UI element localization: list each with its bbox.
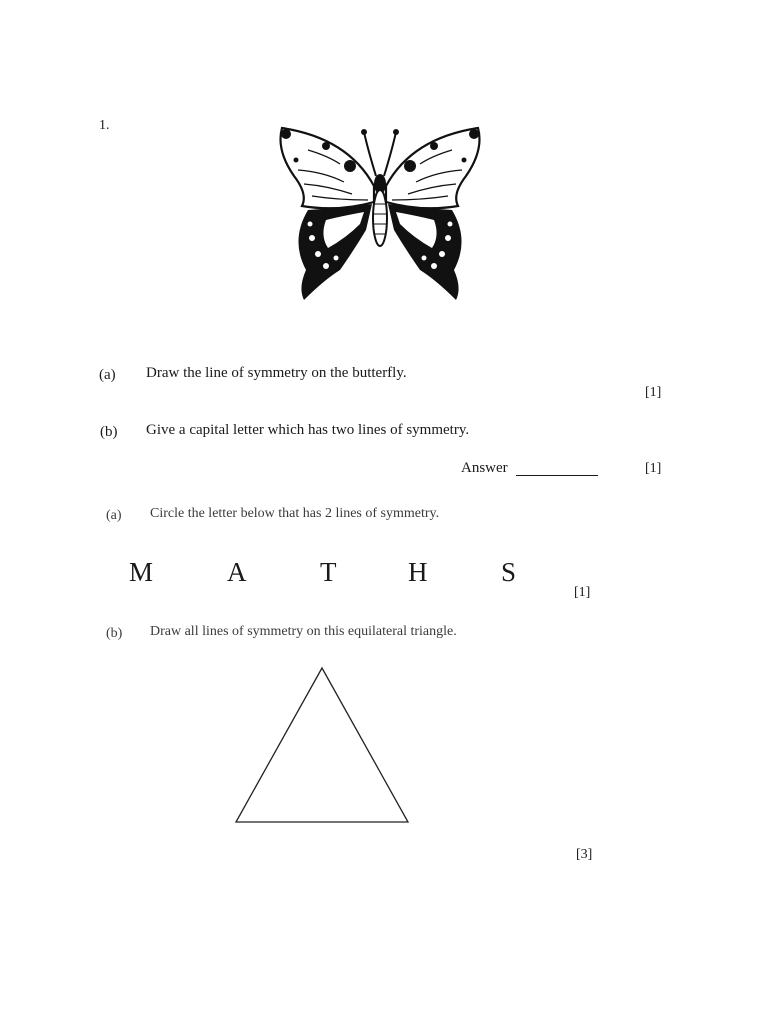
question-number: 1.	[99, 118, 110, 133]
part-label-2b: (b)	[106, 626, 123, 641]
mark-1b: [1]	[645, 461, 662, 476]
part-label-2a: (a)	[106, 508, 122, 523]
part-text-1b: Give a capital letter which has two lines of symmetry.	[146, 422, 470, 438]
mark-2b: [3]	[576, 847, 593, 862]
part-label-1b: (b)	[100, 424, 118, 440]
part-text-2a: Circle the letter below that has 2 lines of symmetry.	[150, 506, 440, 521]
answer-blank[interactable]	[516, 475, 598, 476]
letter-m[interactable]: M	[129, 557, 154, 587]
letter-t[interactable]: T	[320, 557, 337, 587]
butterfly-illustration	[268, 120, 492, 304]
answer-label: Answer	[461, 460, 508, 476]
part-text-2b: Draw all lines of symmetry on this equilateral triangle.	[150, 624, 457, 639]
mark-2a: [1]	[574, 585, 591, 600]
letter-s[interactable]: S	[501, 557, 517, 587]
equilateral-triangle[interactable]	[230, 664, 414, 828]
part-label-1a: (a)	[99, 367, 116, 383]
letter-a[interactable]: A	[227, 557, 247, 587]
mark-1a: [1]	[645, 385, 662, 400]
part-text-1a: Draw the line of symmetry on the butterfly.	[146, 365, 407, 381]
letter-h[interactable]: H	[408, 557, 428, 587]
